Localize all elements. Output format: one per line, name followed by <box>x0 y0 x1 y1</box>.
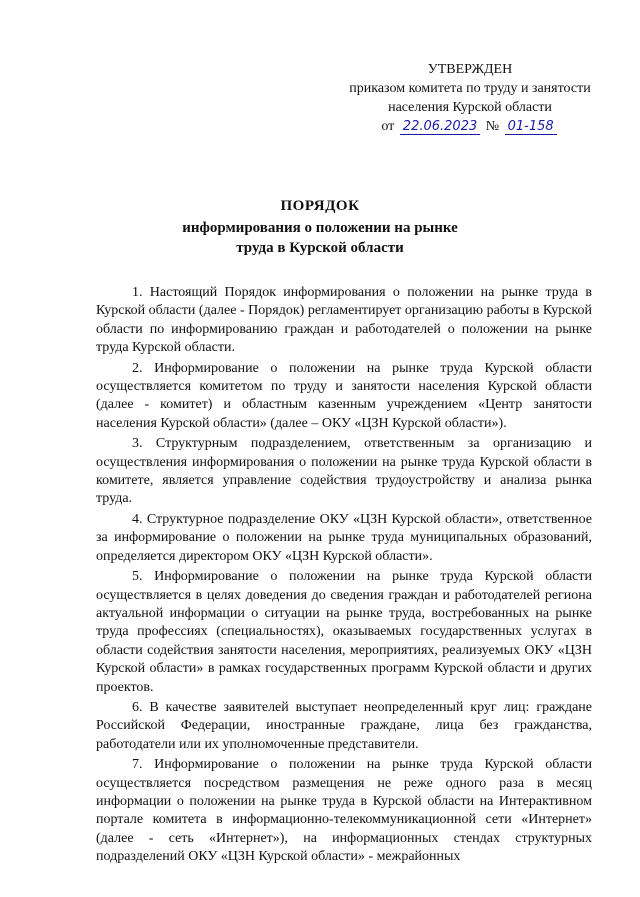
approval-line-1: приказом комитета по труду и занятости <box>349 81 591 96</box>
approval-line-2: населения Курской области <box>388 100 552 115</box>
handwritten-date: 22.06.2023 <box>400 119 480 135</box>
paragraph-7: 7. Информирование о положении на рынке труда Курской области осуществляется посредством размещения не реже одного раза в месяц информации о положении на рынке труда в Курской области на Интерактивном портале комитета в информационно-телекоммуникационной сети «Интернет» (далее - сеть «Интернет»), на информационных стендах структурных подразделений ОКУ «ЦЗН Курской области» - межрайонных <box>96 757 592 865</box>
approval-block <box>330 60 610 136</box>
paragraph-1: 1. Настоящий Порядок информирования о положении на рынке труда в Курской области (далее - Порядок) регламентирует организацию работы в Курской области по информированию граждан и работодателей о положении на рынке труда Курской области. <box>96 285 592 356</box>
paragraph-4: 4. Структурное подразделение ОКУ «ЦЗН Курской области», ответственное за информирование о положении на рынке труда муниципальных образований, определяется директором ОКУ «ЦЗН Курской области». <box>96 511 592 564</box>
approval-title: УТВЕРЖДЕН <box>427 62 513 77</box>
paragraph-6: 6. В качестве заявителей выступает неопределенный круг лиц: граждане Российской Федерации, иностранные граждане, лица без гражданства, работодатели или их уполномоченные представители. <box>96 699 592 752</box>
number-prefix: № <box>485 119 500 134</box>
paragraph-5: 5. Информирование о положении на рынке труда Курской области осуществляется в целях доведения до сведения граждан и работодателей региона актуальной информации о ситуации на рынке труда, востребованных на рынке труда профессиях (специальностях), оказываемых государственных услугах в области содействия занятости населения, мероприятиях, реализуемых ОКУ «ЦЗН Курской области» в рамках государственных программ Курской области и других проектов. <box>96 569 592 695</box>
paragraph-2: 2. Информирование о положении на рынке труда Курской области осуществляется комитетом по труду и занятости населения Курской области (далее - комитет) и областным казенным учреждением «Центр занятости населения Курской области» (далее – ОКУ «ЦЗН Курской области»). <box>96 360 592 431</box>
date-prefix: от <box>381 119 395 134</box>
document-subtitle-2: труда в Курской области <box>236 240 404 256</box>
document-heading <box>160 196 480 258</box>
paragraph-3: 3. Структурным подразделением, ответственным за организацию и осуществления информирования о положении на рынке труда Курской области в комитете, является управление содействия трудоустройству и анализа рынка труда. <box>96 436 592 507</box>
approval-order-line <box>330 117 610 136</box>
document-title: ПОРЯДОК <box>280 198 360 214</box>
document-body <box>96 284 592 869</box>
document-subtitle-1: информирования о положении на рынке <box>182 220 458 236</box>
handwritten-number: 01-158 <box>505 119 557 135</box>
